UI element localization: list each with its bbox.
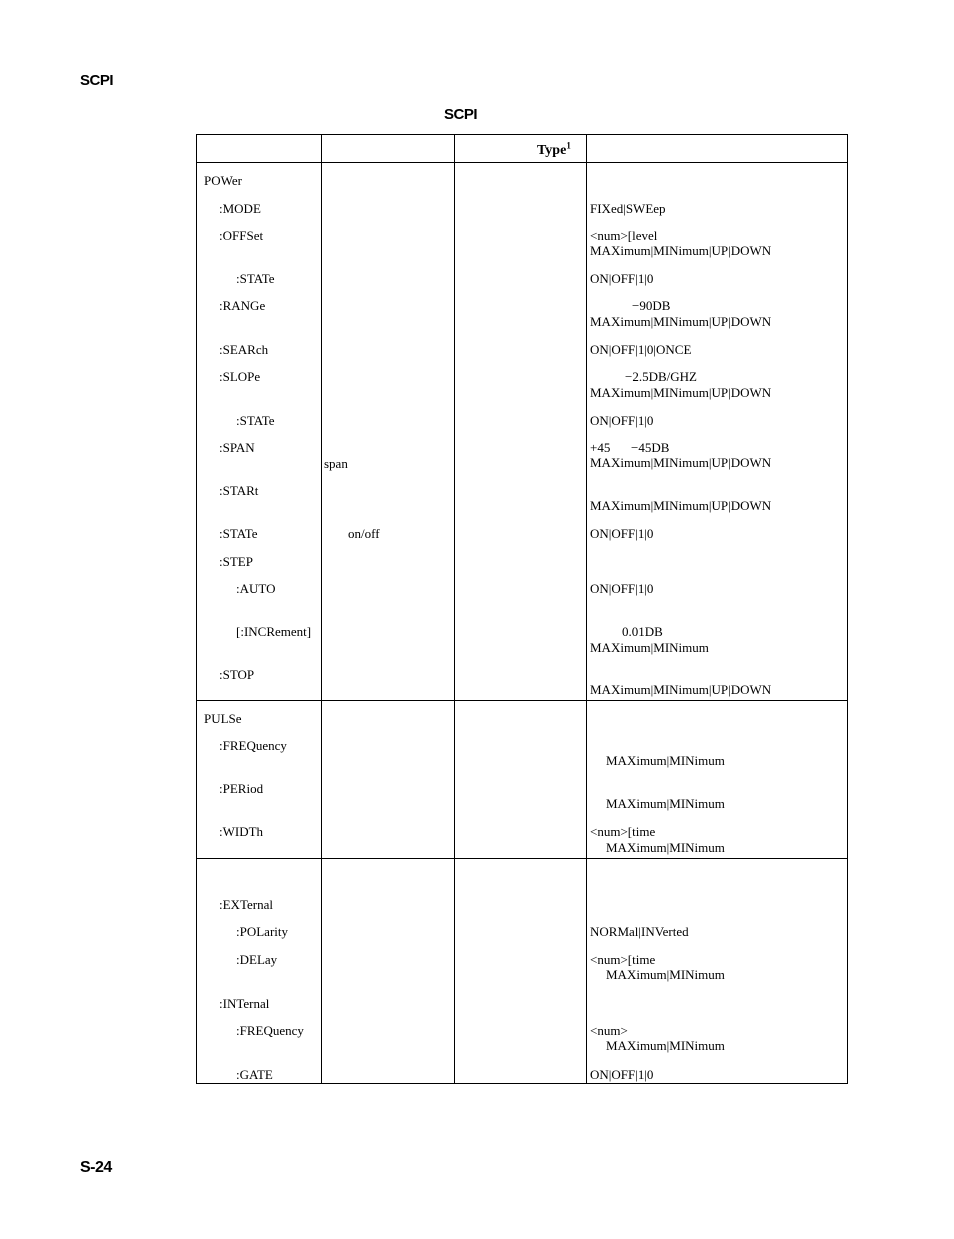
allowed-values: ON|OFF|1|0	[590, 581, 654, 596]
command-name: :WIDTh	[219, 824, 264, 839]
command-name: :STARt	[219, 483, 259, 498]
allowed-values: MAXimum|MINimum	[606, 1038, 725, 1053]
allowed-values: MAXimum|MINimum	[590, 640, 709, 655]
allowed-values: MAXimum|MINimum|UP|DOWN	[590, 455, 772, 470]
allowed-values: 0.01DB	[622, 624, 663, 639]
command-name: :EXTernal	[219, 897, 273, 912]
command-name: :SEARch	[219, 342, 269, 357]
allowed-values: FIXed|SWEep	[590, 201, 666, 216]
command-name: :STEP	[219, 554, 253, 569]
allowed-values: MAXimum|MINimum|UP|DOWN	[590, 498, 772, 513]
allowed-values: ON|OFF|1|0	[590, 526, 654, 541]
allowed-values: MAXimum|MINimum|UP|DOWN	[590, 385, 772, 400]
allowed-values: −45DB	[631, 440, 670, 455]
allowed-values: MAXimum|MINimum	[606, 796, 725, 811]
allowed-values: ON|OFF|1|0	[590, 271, 654, 286]
command-name: :SPAN	[219, 440, 255, 455]
command-name: [:INCRement]	[236, 624, 312, 639]
command-name: :STOP	[219, 667, 255, 682]
command-name: :GATE	[236, 1067, 273, 1082]
table-title: SCPI	[444, 106, 478, 123]
section-divider	[197, 858, 847, 859]
allowed-values: <num>[level	[590, 228, 658, 243]
allowed-values: MAXimum|MINimum|UP|DOWN	[590, 314, 772, 329]
command-name: :SLOPe	[219, 369, 261, 384]
command-name: :PERiod	[219, 781, 264, 796]
command-name: :MODE	[219, 201, 261, 216]
allowed-values: MAXimum|MINimum	[606, 967, 725, 982]
parameter-note: span	[324, 456, 348, 471]
allowed-values: ON|OFF|1|0	[590, 1067, 654, 1082]
command-name: :RANGe	[219, 298, 266, 313]
allowed-values: ON|OFF|1|0	[590, 413, 654, 428]
allowed-values: −90DB	[632, 298, 671, 313]
command-name: :FREQuency	[219, 738, 287, 753]
allowed-values: +45	[590, 440, 611, 455]
command-name: :DELay	[236, 952, 278, 967]
allowed-values: MAXimum|MINimum|UP|DOWN	[590, 682, 772, 697]
allowed-values: −2.5DB/GHZ	[625, 369, 697, 384]
command-name: POWer	[204, 173, 242, 188]
command-name: :INTernal	[219, 996, 270, 1011]
column-divider	[454, 135, 455, 1083]
allowed-values: <num>[time	[590, 952, 656, 967]
page-number: S-24	[80, 1159, 112, 1176]
column-header-type: Type$^1$	[537, 140, 571, 158]
command-name: :POLarity	[236, 924, 288, 939]
command-name: :FREQuency	[236, 1023, 304, 1038]
page-header-left: SCPI	[80, 72, 114, 89]
column-divider	[321, 135, 322, 1083]
command-name: :OFFSet	[219, 228, 264, 243]
command-name: :STATe	[219, 526, 258, 541]
parameter-note: on/off	[348, 526, 380, 541]
allowed-values: MAXimum|MINimum	[606, 753, 725, 768]
allowed-values: <num>[time	[590, 824, 656, 839]
command-name: :STATe	[236, 413, 275, 428]
allowed-values: MAXimum|MINimum|UP|DOWN	[590, 243, 772, 258]
allowed-values: <num>	[590, 1023, 628, 1038]
allowed-values: NORMal|INVerted	[590, 924, 689, 939]
command-name: PULSe	[204, 711, 242, 726]
command-name: :AUTO	[236, 581, 276, 596]
command-name: :STATe	[236, 271, 275, 286]
header-divider	[197, 162, 847, 163]
scpi-command-table	[196, 134, 848, 1084]
allowed-values: MAXimum|MINimum	[606, 840, 725, 855]
section-divider	[197, 700, 847, 701]
allowed-values: ON|OFF|1|0|ONCE	[590, 342, 692, 357]
column-divider	[586, 135, 587, 1083]
